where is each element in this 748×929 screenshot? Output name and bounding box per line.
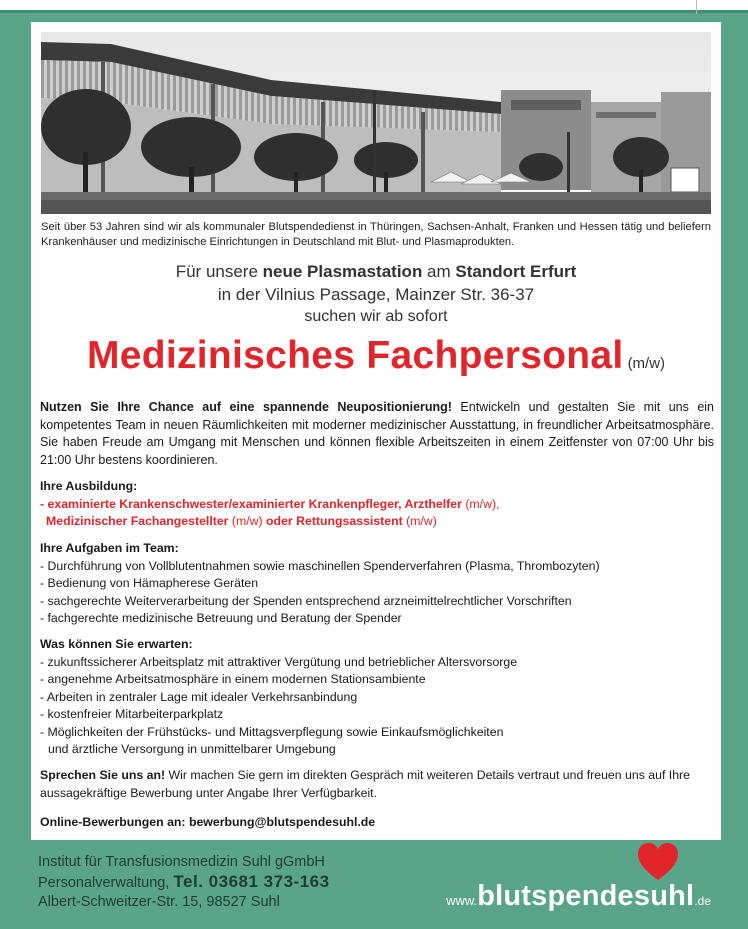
- intro-text: Seit über 53 Jahren sind wir als kommunaler Blutspendedienst in Thüringen, Sachsen-Anhalt, Franken und Hessen tätig und beliefern Krankenhäuser und medizinische Einrichtungen in Deutschland mit Blut- und Plasmaprodukten.: [41, 221, 711, 248]
- crop-mark: [696, 0, 697, 14]
- ausbildung-line-1: - examinierte Krankenschwester/examinierter Krankenpfleger, Arzthelfer (m/w),: [40, 496, 500, 511]
- building-photo: [41, 32, 711, 214]
- job-title-text: Medizinisches Fachpersonal: [86, 334, 624, 377]
- list-item: und ärztliche Versorgung in unmittelbarer Umgebung: [48, 742, 336, 756]
- list-item: - Durchführung von Vollblutentnahmen sowie maschinellen Spenderverfahren (Plasma, Thrombozyten): [40, 558, 600, 573]
- online-application: Online-Bewerbungen an: bewerbung@blutspendesuhl.de: [40, 815, 376, 829]
- footer-dept: Personalverwaltung, Tel. 03681 373-163: [38, 872, 330, 891]
- erwarten-list: [40, 654, 714, 759]
- job-title: [31, 334, 721, 378]
- job-title-suffix: (m/w): [627, 355, 666, 372]
- phone-number: Tel. 03681 373-163: [173, 872, 330, 891]
- brand-logo: www.blutspendesuhl.de: [446, 880, 711, 912]
- list-item: - angenehme Arbeitsatmosphäre in einem modernen Stationsambiente: [40, 672, 426, 686]
- list-item: - Bedienung von Hämapherese Geräten: [40, 576, 259, 590]
- aufgaben-section: [40, 540, 714, 628]
- list-item: - Arbeiten in zentraler Lage mit idealer Verkehrsanbindung: [40, 689, 358, 704]
- top-margin: [0, 0, 748, 10]
- list-item: - Möglichkeiten der Frühstücks- und Mittagsverpflegung sowie Einkaufsmöglichkeiten: [40, 724, 504, 739]
- opportunity-paragraph: Nutzen Sie Ihre Chance auf eine spannende Neupositionierung! Entwickeln und gestalten Sie mit uns ein kompetentes Team in neuen Räumlichkeiten mit moderner medizinischer Ausstattung, in freundlicher Arbeitsatmosphäre. Sie haben Freude am Umgang mit Menschen und können flexible Arbeitszeiten in einem Zeitfenster von 07:00 Uhr bis 21:00 Uhr bestens koordinieren.: [40, 400, 714, 467]
- ausbildung-line-2: Medizinischer Fachangestellter (m/w) oder Rettungsassistent (m/w): [46, 514, 437, 528]
- aufgaben-list: [40, 558, 714, 628]
- ausbildung-heading: Ihre Ausbildung:: [40, 479, 138, 493]
- list-item: - fachgerechte medizinische Betreuung und Beratung der Spender: [40, 611, 402, 625]
- ad-card: [31, 22, 721, 840]
- footer-address: [38, 853, 330, 912]
- erwarten-heading: Was können Sie erwarten:: [40, 637, 193, 651]
- list-item: - sachgerechte Weiterverarbeitung der Spenden entsprechend arzneimittelrechtlicher Vorschriften: [40, 593, 572, 608]
- aufgaben-heading: Ihre Aufgaben im Team:: [40, 541, 179, 555]
- list-item: - zukunftssicherer Arbeitsplatz mit attraktiver Vergütung und betrieblicher Altersvorsorge: [40, 654, 518, 669]
- list-item: - kostenfreier Mitarbeiterparkplatz: [40, 707, 224, 721]
- heart-icon: [636, 842, 680, 882]
- lead-line-1: Für unsere neue Plasmastation am Standort Erfurt: [175, 262, 577, 281]
- erwarten-section: [40, 636, 714, 759]
- ausbildung-section: [40, 478, 714, 531]
- top-rule: [0, 10, 748, 13]
- lead-line-3: suchen wir ab sofort: [304, 308, 448, 325]
- footer-street: Albert-Schweitzer-Str. 15, 98527 Suhl: [38, 894, 280, 910]
- lead-line-2: in der Vilnius Passage, Mainzer Str. 36-37: [217, 285, 535, 304]
- footer-org: Institut für Transfusionsmedizin Suhl gGmbH: [38, 854, 325, 870]
- contact-paragraph: Sprechen Sie uns an! Wir machen Sie gern im direkten Gespräch mit weiteren Details vertraut und freuen uns auf Ihre aussagekräftige Bewerbung unter Angabe Ihrer Verfügbarkeit.: [40, 768, 690, 800]
